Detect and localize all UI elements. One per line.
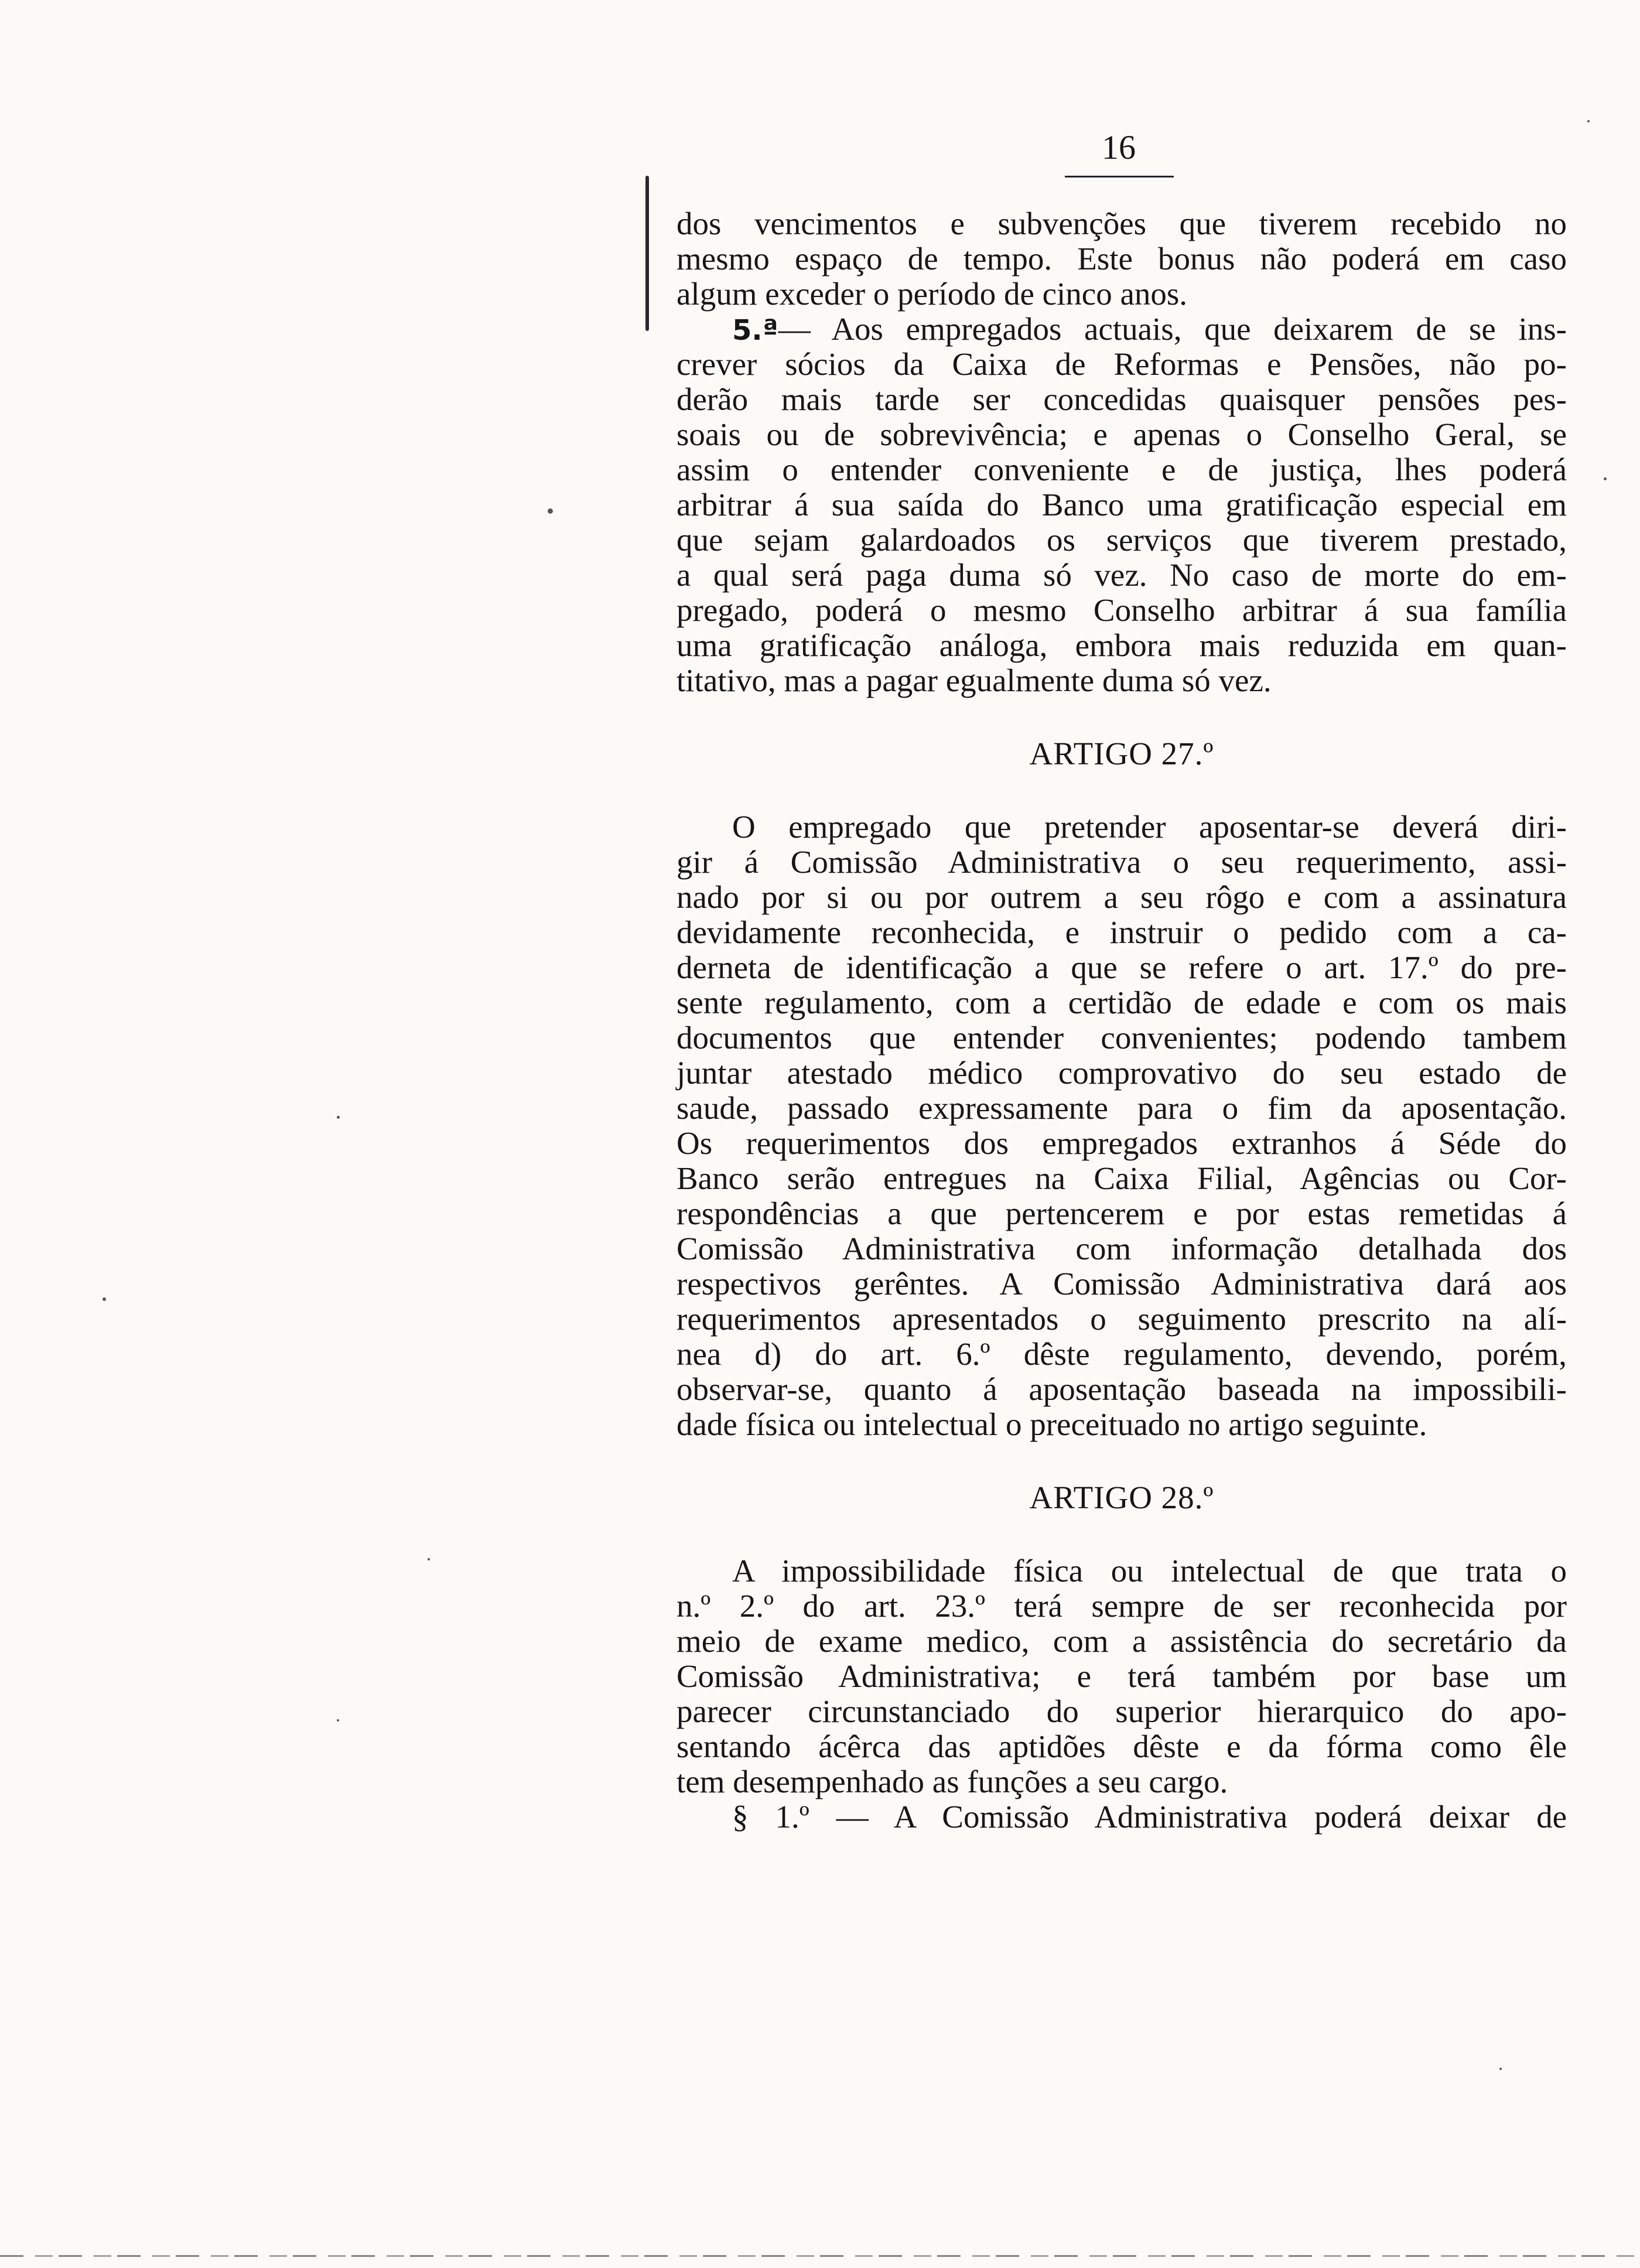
text-line: derneta de identificação a que se refere o art. 17.º do pre-	[676, 949, 1567, 985]
text-line: respectivos gerêntes. A Comissão Administrativa dará aos	[676, 1266, 1567, 1302]
text-line: meio de exame medico, com a assistência do secretário da	[676, 1623, 1567, 1659]
scan-speck	[1499, 2068, 1502, 2070]
scan-speck	[1604, 477, 1607, 480]
scan-speck	[337, 1719, 339, 1722]
article-28-heading: ARTIGO 28.º	[1029, 1480, 1214, 1515]
text-line: parecer circunstanciado do superior hierarquico do apo-	[676, 1693, 1567, 1729]
text-line: devidamente reconhecida, e instruir o pedido com a ca-	[676, 914, 1567, 950]
text-line: a qual será paga duma só vez. No caso de morte do em-	[676, 557, 1567, 593]
text-line: tem desempenhado as funções a seu cargo.	[676, 1764, 1228, 1799]
text-line: algum exceder o período de cinco anos.	[676, 276, 1188, 312]
page-number-rule	[1065, 176, 1174, 177]
text-line	[676, 312, 1567, 347]
text-line: crever sócios da Caixa de Reformas e Pensões, não po-	[676, 346, 1567, 382]
page-number: 16	[1102, 128, 1136, 166]
text-line: A impossibilidade física ou intelectual de que trata o	[732, 1553, 1567, 1589]
text-line: gir á Comissão Administrativa o seu requerimento, assi-	[676, 844, 1567, 880]
text-line: sentando ácêrca das aptidões dêste e da fórma como êle	[676, 1729, 1567, 1764]
text-column	[676, 206, 1567, 1835]
scan-speck	[548, 508, 553, 514]
text-line: respondências a que pertencerem e por estas remetidas á	[676, 1196, 1567, 1231]
text-line: que sejam galardoados os serviços que tiverem prestado,	[676, 522, 1567, 558]
text-line: uma gratificação análoga, embora mais reduzida em quan-	[676, 627, 1567, 663]
article-27-heading: ARTIGO 27.º	[1029, 736, 1214, 771]
text-line: pregado, poderá o mesmo Conselho arbitrar á sua família	[676, 592, 1567, 628]
text-line: requerimentos apresentados o seguimento prescrito na alí-	[676, 1301, 1567, 1337]
scan-speck	[102, 1297, 106, 1301]
scan-bottom-edge	[0, 2255, 1640, 2257]
text-line: dos vencimentos e subvenções que tiverem recebido no	[676, 206, 1567, 241]
text-line: dade física ou intelectual o preceituado no artigo seguinte.	[676, 1406, 1427, 1442]
text-line: titativo, mas a pagar egualmente duma só vez.	[676, 662, 1272, 698]
text-line: saude, passado expressamente para o fim da aposentação.	[676, 1090, 1567, 1126]
article-28-body	[676, 1553, 1567, 1835]
text-line: Os requerimentos dos empregados extranhos á Séde do	[676, 1125, 1567, 1161]
text-line: sente regulamento, com a certidão de edade e com os mais	[676, 985, 1567, 1020]
item-5-paragraph	[676, 312, 1567, 698]
text-line: O empregado que pretender aposentar-se deverá diri-	[732, 809, 1567, 845]
text-line: soais ou de sobrevivência; e apenas o Conselho Geral, se	[676, 416, 1567, 452]
paragraph-1-start: § 1.º — A Comissão Administrativa poderá deixar de	[732, 1799, 1567, 1835]
text-line: juntar atestado médico comprovativo do seu estado de	[676, 1055, 1567, 1091]
text-line: documentos que entender convenientes; podendo tambem	[676, 1020, 1567, 1056]
text-line: arbitrar á sua saída do Banco uma gratificação especial em	[676, 487, 1567, 522]
scan-speck	[337, 1116, 340, 1119]
text-line: derão mais tarde ser concedidas quaisquer pensões pes-	[676, 381, 1567, 417]
text-line: nea d) do art. 6.º dêste regulamento, devendo, porém,	[676, 1336, 1567, 1372]
article-27-body	[676, 809, 1567, 1442]
text-line: Banco serão entregues na Caixa Filial, Agências ou Cor-	[676, 1160, 1567, 1196]
scan-speck	[1587, 120, 1590, 122]
text-line: n.º 2.º do art. 23.º terá sempre de ser reconhecida por	[676, 1588, 1567, 1624]
text-line: Comissão Administrativa; e terá também por base um	[676, 1658, 1567, 1694]
text-line: nado por si ou por outrem a seu rôgo e com a assinatura	[676, 879, 1567, 915]
text-line: mesmo espaço de tempo. Este bonus não poderá em caso	[676, 241, 1567, 276]
text-line: Comissão Administrativa com informação detalhada dos	[676, 1231, 1567, 1266]
scan-speck	[428, 1558, 430, 1560]
text-line: assim o entender conveniente e de justiça, lhes poderá	[676, 452, 1567, 487]
item-text: — Aos empregados actuais, que deixarem de se ins-	[778, 311, 1567, 347]
continuation-paragraph	[676, 206, 1567, 312]
margin-bracket-mark	[645, 176, 649, 331]
text-line: observar-se, quanto á aposentação baseada na impossibili-	[676, 1371, 1567, 1407]
item-number: 5.ª	[732, 314, 778, 347]
